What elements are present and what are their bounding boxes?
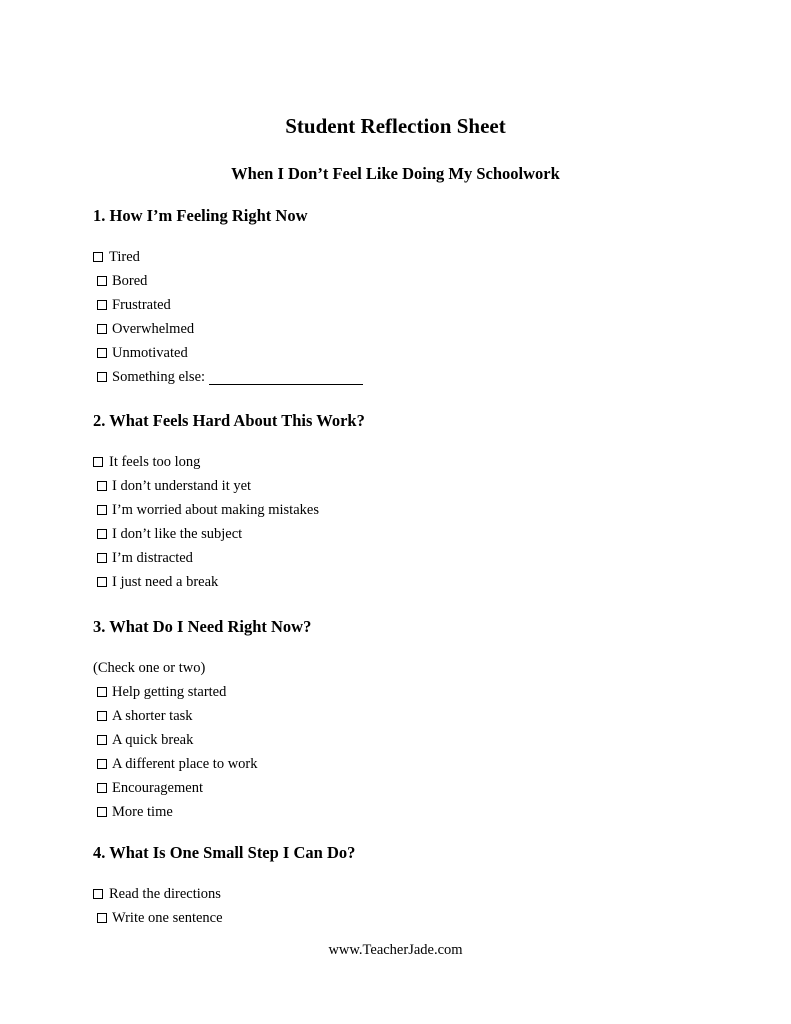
checkbox-label: A shorter task bbox=[112, 708, 193, 724]
checkbox-icon[interactable] bbox=[97, 300, 107, 310]
checkbox-list bbox=[93, 882, 743, 930]
checkbox-item-quick-break[interactable] bbox=[93, 728, 743, 752]
section-heading: 4. What Is One Small Step I Can Do? bbox=[93, 843, 356, 862]
section-instruction: (Check one or two) bbox=[93, 660, 206, 676]
section-what-i-need bbox=[93, 616, 743, 824]
checkbox-item-read-directions[interactable] bbox=[93, 882, 743, 906]
checkbox-icon[interactable] bbox=[97, 759, 107, 769]
checkbox-item-encouragement[interactable] bbox=[93, 776, 743, 800]
checkbox-label: Something else: bbox=[112, 369, 206, 385]
checkbox-label: I just need a break bbox=[112, 574, 219, 590]
checkbox-label: Tired bbox=[109, 249, 140, 265]
checkbox-label: Help getting started bbox=[112, 684, 227, 700]
checkbox-list bbox=[93, 245, 743, 389]
checkbox-label: I’m worried about making mistakes bbox=[112, 502, 319, 518]
write-in-blank-line[interactable] bbox=[209, 370, 363, 385]
checkbox-item-need-break[interactable] bbox=[93, 570, 743, 594]
checkbox-icon[interactable] bbox=[97, 505, 107, 515]
checkbox-label: Encouragement bbox=[112, 780, 203, 796]
checkbox-label: It feels too long bbox=[109, 454, 201, 470]
checkbox-item-bored[interactable] bbox=[93, 269, 743, 293]
page-title: Student Reflection Sheet bbox=[285, 114, 506, 138]
checkbox-label: Unmotivated bbox=[112, 345, 188, 361]
checkbox-icon[interactable] bbox=[97, 577, 107, 587]
footer-website: www.TeacherJade.com bbox=[328, 942, 463, 958]
checkbox-label: I don’t like the subject bbox=[112, 526, 243, 542]
checkbox-icon[interactable] bbox=[97, 529, 107, 539]
checkbox-label: I don’t understand it yet bbox=[112, 478, 252, 494]
checkbox-item-too-long[interactable] bbox=[93, 450, 743, 474]
checkbox-item-overwhelmed[interactable] bbox=[93, 317, 743, 341]
checkbox-item-shorter-task[interactable] bbox=[93, 704, 743, 728]
page-subtitle: When I Don’t Feel Like Doing My Schoolwork bbox=[231, 164, 560, 183]
checkbox-icon[interactable] bbox=[97, 348, 107, 358]
checkbox-label: More time bbox=[112, 804, 173, 820]
section-heading: 3. What Do I Need Right Now? bbox=[93, 617, 312, 636]
section-what-feels-hard bbox=[93, 410, 743, 594]
checkbox-icon[interactable] bbox=[97, 913, 107, 923]
checkbox-label: A different place to work bbox=[112, 756, 258, 772]
section-heading: 2. What Feels Hard About This Work? bbox=[93, 411, 365, 430]
checkbox-icon[interactable] bbox=[97, 735, 107, 745]
checkbox-item-unmotivated[interactable] bbox=[93, 341, 743, 365]
checkbox-icon[interactable] bbox=[97, 711, 107, 721]
checkbox-list bbox=[93, 450, 743, 594]
checkbox-item-worried-mistakes[interactable] bbox=[93, 498, 743, 522]
checkbox-item-different-place[interactable] bbox=[93, 752, 743, 776]
section-small-step bbox=[93, 842, 743, 930]
checkbox-label: Read the directions bbox=[109, 886, 221, 902]
checkbox-list bbox=[93, 680, 743, 824]
checkbox-item-dont-understand[interactable] bbox=[93, 474, 743, 498]
checkbox-icon[interactable] bbox=[97, 372, 107, 382]
checkbox-item-write-sentence[interactable] bbox=[93, 906, 743, 930]
checkbox-item-dont-like-subject[interactable] bbox=[93, 522, 743, 546]
checkbox-item-help-getting-started[interactable] bbox=[93, 680, 743, 704]
checkbox-item-more-time[interactable] bbox=[93, 800, 743, 824]
checkbox-icon[interactable] bbox=[97, 481, 107, 491]
checkbox-label: Frustrated bbox=[112, 297, 171, 313]
checkbox-item-frustrated[interactable] bbox=[93, 293, 743, 317]
checkbox-icon[interactable] bbox=[97, 324, 107, 334]
section-feeling bbox=[93, 205, 743, 389]
checkbox-icon[interactable] bbox=[93, 252, 103, 262]
checkbox-label: Overwhelmed bbox=[112, 321, 195, 337]
checkbox-item-distracted[interactable] bbox=[93, 546, 743, 570]
checkbox-icon[interactable] bbox=[97, 687, 107, 697]
checkbox-icon[interactable] bbox=[97, 807, 107, 817]
checkbox-label: A quick break bbox=[112, 732, 194, 748]
checkbox-label: Bored bbox=[112, 273, 148, 289]
checkbox-label: Write one sentence bbox=[112, 910, 223, 926]
checkbox-icon[interactable] bbox=[97, 553, 107, 563]
checkbox-label: I’m distracted bbox=[112, 550, 193, 566]
checkbox-icon[interactable] bbox=[93, 457, 103, 467]
section-heading: 1. How I’m Feeling Right Now bbox=[93, 206, 308, 225]
checkbox-icon[interactable] bbox=[97, 276, 107, 286]
checkbox-item-something-else[interactable] bbox=[93, 365, 743, 389]
checkbox-item-tired[interactable] bbox=[93, 245, 743, 269]
checkbox-icon[interactable] bbox=[97, 783, 107, 793]
checkbox-icon[interactable] bbox=[93, 889, 103, 899]
